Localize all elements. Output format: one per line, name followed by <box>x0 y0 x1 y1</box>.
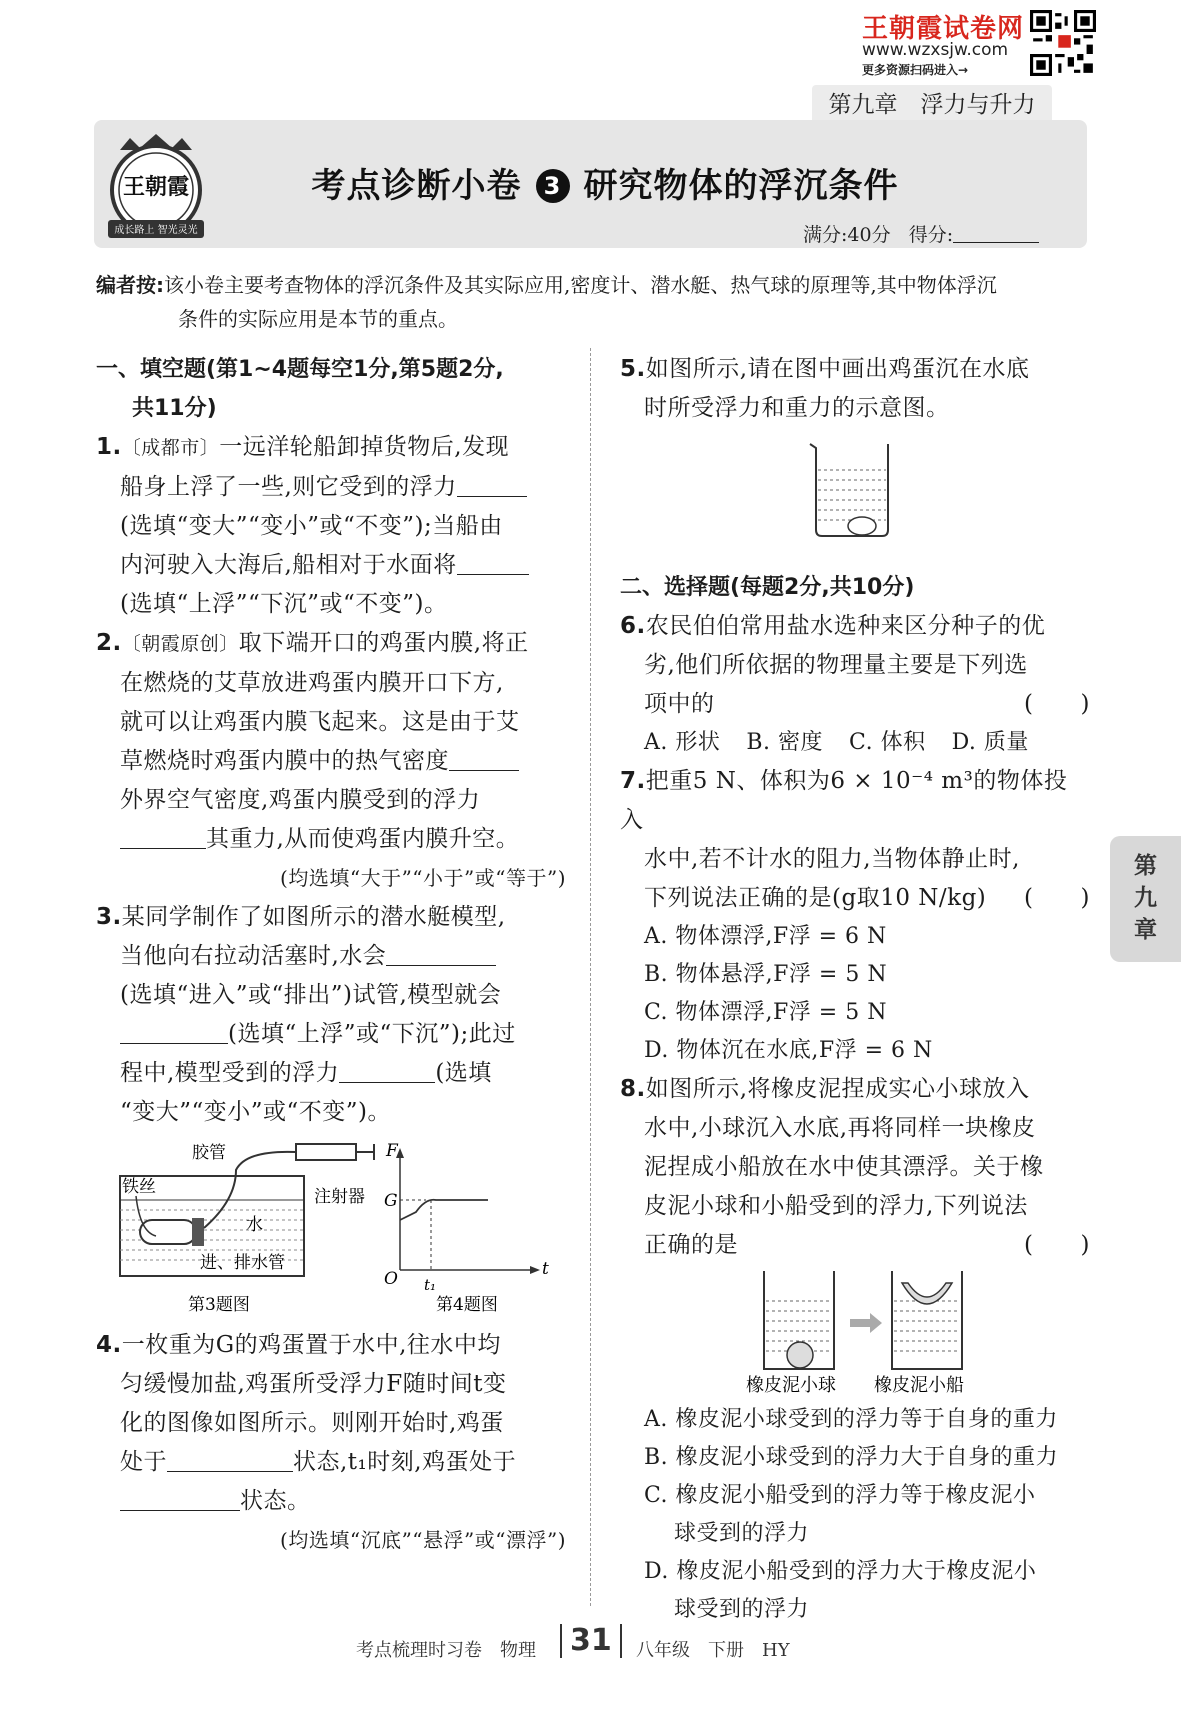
q3-answer-blank-1[interactable] <box>386 945 496 966</box>
fig3-water-label: 水 <box>246 1215 263 1235</box>
clay-ball-icon <box>787 1342 813 1368</box>
q2-answer-blank-1[interactable] <box>449 750 519 771</box>
q7-option-d[interactable]: D. 物体沉在水底,F浮 = 6 N <box>644 1038 933 1063</box>
q6-number: 6. <box>620 613 646 639</box>
q8-option-d-cont: 球受到的浮力 <box>674 1597 810 1622</box>
q3-answer-blank-3[interactable] <box>339 1062 435 1083</box>
clay-boat-beaker <box>892 1271 962 1369</box>
editor-note-line2: 条件的实际应用是本节的重点。 <box>178 307 458 331</box>
fig3-hose-label: 胶管 <box>192 1143 226 1163</box>
side-tab-char: 第 <box>1134 853 1157 879</box>
q4-line: 状态,t₁时刻,鸡蛋处于 <box>293 1449 517 1475</box>
arrow-right-icon <box>850 1313 882 1333</box>
q7-option-b[interactable]: B. 物体悬浮,F浮 = 5 N <box>644 962 888 987</box>
q8-option-c[interactable]: C. 橡皮泥小船受到的浮力等于橡皮泥小 <box>644 1483 1036 1508</box>
q1-line: (选填“上浮”“下沉”或“不变”)。 <box>120 591 448 617</box>
full-score: 满分:40分 <box>803 224 891 246</box>
q6-options <box>620 724 1090 762</box>
title-prefix: 考点诊断小卷 <box>311 166 522 206</box>
q3-line: (选填“进入”或“排出”)试管,模型就会 <box>120 982 502 1008</box>
q6-option-b[interactable]: B. 密度 <box>746 730 824 755</box>
q5-number: 5. <box>620 356 646 382</box>
egg-icon <box>848 517 876 535</box>
fig4-caption: 第4题图 <box>436 1295 498 1315</box>
q7-answer-paren[interactable]: ( ) <box>1024 885 1090 911</box>
q1-line: (选填“变大”“变小”或“不变”);当船由 <box>120 513 503 539</box>
q4-line: 处于 <box>120 1449 167 1475</box>
question-5 <box>620 350 1090 428</box>
q1-number: 1. <box>96 434 122 460</box>
q7-number: 7. <box>620 768 646 794</box>
q8-option-d[interactable]: D. 橡皮泥小船受到的浮力大于橡皮泥小 <box>644 1559 1037 1584</box>
q8-option-b[interactable]: B. 橡皮泥小球受到的浮力大于自身的重力 <box>644 1445 1059 1470</box>
q4-number: 4. <box>96 1332 122 1358</box>
q8-line: 皮泥小球和小船受到的浮力,下列说法 <box>644 1193 1028 1219</box>
editor-note-line1: 该小卷主要考查物体的浮沉条件及其实际应用,密度计、潜水艇、热气球的原理等,其中物体浮沉 <box>164 273 997 297</box>
fig4-y-axis-label: F <box>386 1141 398 1161</box>
q3-number: 3. <box>96 904 122 930</box>
beaker-egg-figure[interactable] <box>620 434 1090 546</box>
fig4-origin-label: O <box>384 1269 398 1289</box>
question-7 <box>620 762 1090 1070</box>
q6-answer-paren[interactable]: ( ) <box>1024 691 1090 717</box>
q4-line: 一枚重为G的鸡蛋置于水中,往水中均 <box>121 1332 501 1358</box>
right-column <box>620 350 1090 1629</box>
q2-line: 外界空气密度,鸡蛋内膜受到的浮力 <box>120 787 481 813</box>
fig3-pipe-label: 进、排水管 <box>200 1253 285 1273</box>
fig3-caption: 第3题图 <box>188 1295 250 1315</box>
q8-option-a[interactable]: A. 橡皮泥小球受到的浮力等于自身的重力 <box>644 1407 1058 1432</box>
section1-title <box>96 350 566 428</box>
q6-line: 劣,他们所依据的物理量主要是下列选 <box>644 652 1028 678</box>
q8-line: 水中,小球沉入水底,再将同样一块橡皮 <box>644 1115 1036 1141</box>
question-8-options <box>620 1401 1090 1629</box>
q8-option-c-cont: 球受到的浮力 <box>674 1521 810 1546</box>
question-4 <box>96 1326 566 1560</box>
q7-option-c[interactable]: C. 物体漂浮,F浮 = 5 N <box>644 1000 887 1025</box>
q4-answer-blank-1[interactable] <box>167 1451 293 1472</box>
logo-badge-icon <box>100 128 212 244</box>
title-number: 3 <box>536 169 570 203</box>
editor-note <box>96 268 1086 336</box>
q3-answer-blank-2[interactable] <box>120 1023 228 1044</box>
clay-ball-boat-figure <box>620 1267 1090 1395</box>
column-divider <box>590 348 591 1606</box>
logo-motto: 成长路上 智光灵光 <box>114 225 198 236</box>
q1-source-tag: 〔成都市〕 <box>121 437 220 459</box>
q1-line: 内河驶入大海后,船相对于水面将 <box>120 552 457 578</box>
q2-line: 其重力,从而使鸡蛋内膜升空。 <box>206 826 520 852</box>
editor-note-label: 编者按: <box>96 273 164 297</box>
q3-line: 程中,模型受到的浮力 <box>120 1060 340 1086</box>
q7-line: 水中,若不计水的阻力,当物体静止时, <box>644 846 1020 872</box>
submarine-model-figure <box>120 1143 374 1315</box>
title-suffix: 研究物体的浮沉条件 <box>583 166 899 206</box>
brand-name: 王朝霞试卷网 <box>862 14 1025 44</box>
q4-answer-blank-2[interactable] <box>120 1490 240 1511</box>
q4-line: 状态。 <box>240 1488 311 1514</box>
question-2 <box>96 624 566 898</box>
q2-answer-blank-2[interactable] <box>120 828 206 849</box>
chapter-tab: 第九章 浮力与升力 <box>812 85 1052 125</box>
q6-line: 项中的 <box>644 691 715 717</box>
q6-line: 农民伯伯常用盐水选种来区分种子的优 <box>645 613 1046 639</box>
q3-line: 某同学制作了如图所示的潜水艇模型, <box>121 904 506 930</box>
q5-line: 如图所示,请在图中画出鸡蛋沉在水底 <box>645 356 1030 382</box>
q8-line: 正确的是 <box>644 1232 738 1258</box>
q3-line: “变大”“变小”或“不变”)。 <box>120 1099 392 1125</box>
section2-title: 二、选择题(每题2分,共10分) <box>620 575 915 600</box>
logo-text: 王朝霞 <box>122 174 190 200</box>
q6-option-c[interactable]: C. 体积 <box>849 730 926 755</box>
q7-option-a[interactable]: A. 物体漂浮,F浮 = 6 N <box>644 924 887 949</box>
buoyancy-graph-figure <box>384 1141 549 1315</box>
q8-number: 8. <box>620 1076 646 1102</box>
question-8 <box>620 1070 1090 1265</box>
footer-book-title: 考点梳理时习卷 物理 <box>356 1640 536 1661</box>
score-blank[interactable] <box>953 224 1039 243</box>
q1-answer-blank-1[interactable] <box>457 476 527 497</box>
q8-answer-paren[interactable]: ( ) <box>1024 1232 1090 1258</box>
section1-title-line1: 一、填空题(第1~4题每空1分,第5题2分, <box>96 357 504 382</box>
score-line <box>803 220 1039 247</box>
q1-line: 一远洋轮船卸掉货物后,发现 <box>219 434 510 460</box>
q2-line: 草燃烧时鸡蛋内膜中的热气密度 <box>120 748 449 774</box>
page-title <box>230 158 980 207</box>
left-column <box>96 350 566 1560</box>
q7-line: 把重5 N、体积为6 × 10⁻⁴ m³的物体投入 <box>620 768 1068 833</box>
fig3-wire-label: 铁丝 <box>122 1177 156 1197</box>
section1-title-line2: 共11分) <box>132 396 217 421</box>
clay-ball-beaker <box>764 1271 834 1369</box>
q6-option-a[interactable]: A. 形状 <box>644 730 721 755</box>
q4-line: 化的图像如图所示。则刚开始时,鸡蛋 <box>120 1410 504 1436</box>
q8-line: 泥捏成小船放在水中使其漂浮。关于橡 <box>644 1154 1044 1180</box>
question-3 <box>96 898 566 1132</box>
fig4-g-label: G <box>384 1191 398 1211</box>
q2-source-tag: 〔朝霞原创〕 <box>121 633 239 655</box>
fig8-ball-label: 橡皮泥小球 <box>746 1375 836 1395</box>
q8-line: 如图所示,将橡皮泥捏成实心小球放入 <box>645 1076 1030 1102</box>
q1-line: 船身上浮了一些,则它受到的浮力 <box>120 474 457 500</box>
footer-grade: 八年级 下册 HY <box>636 1640 790 1661</box>
qr-code-icon[interactable] <box>1030 10 1096 76</box>
q2-line: 就可以让鸡蛋内膜飞起来。这是由于艾 <box>120 709 520 735</box>
page-number: 31 <box>560 1624 622 1658</box>
brand-cta: 更多资源扫码进入→ <box>862 63 969 77</box>
side-tab-char: 章 <box>1134 917 1157 943</box>
q3-line: (选填 <box>435 1060 492 1086</box>
q3-line: (选填“上浮”或“下沉”);此过 <box>228 1021 516 1047</box>
side-chapter-tab[interactable] <box>1110 836 1181 962</box>
fig8-boat-label: 橡皮泥小船 <box>874 1375 964 1395</box>
figures-3-4 <box>96 1140 566 1320</box>
fig4-x-axis-label: t <box>542 1259 549 1279</box>
q4-hint: (均选填“沉底”“悬浮”或“漂浮”) <box>280 1528 566 1552</box>
q5-line: 时所受浮力和重力的示意图。 <box>644 395 950 421</box>
q2-hint: (均选填“大于”“小于”或“等于”) <box>280 866 566 890</box>
brand-url[interactable]: www.wzxsjw.com <box>862 40 1009 60</box>
fig3-syringe-label: 注射器 <box>314 1187 365 1207</box>
q3-line: 当他向右拉动活塞时,水会 <box>120 943 387 969</box>
fig4-t1-label: t₁ <box>424 1276 437 1294</box>
question-6 <box>620 607 1090 762</box>
q4-line: 匀缓慢加盐,鸡蛋所受浮力F随时间t变 <box>120 1371 507 1397</box>
question-1 <box>96 428 566 624</box>
q2-line: 在燃烧的艾草放进鸡蛋内膜开口下方, <box>120 670 504 696</box>
q2-line: 取下端开口的鸡蛋内膜,将正 <box>238 630 529 656</box>
q1-answer-blank-2[interactable] <box>457 554 529 575</box>
q7-line: 下列说法正确的是(g取10 N/kg) <box>644 885 987 911</box>
q6-option-d[interactable]: D. 质量 <box>951 730 1029 755</box>
q2-number: 2. <box>96 630 122 656</box>
side-tab-char: 九 <box>1134 885 1157 911</box>
score-label: 得分: <box>908 224 954 246</box>
